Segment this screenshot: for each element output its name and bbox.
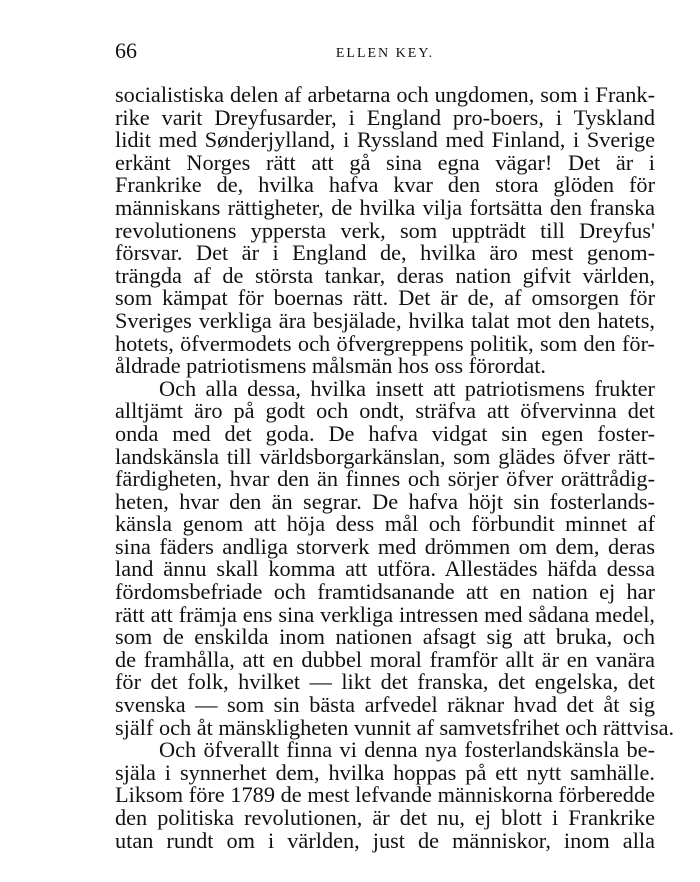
paragraph-3 <box>115 739 655 852</box>
text-line: människans rättigheter, de hvilka vilja fortsätta den franska <box>115 194 655 220</box>
text-line: fördomsbefriade och framtidsanande att en nation ej har <box>115 579 655 605</box>
paragraph-2 <box>115 375 675 740</box>
text-line: för det folk, hvilket — likt det franska, det engelska, det <box>115 669 655 695</box>
text-line: själa i synnerhet dem, hvilka hoppas på ett nytt samhälle. <box>115 759 655 785</box>
text-line: socialistiska delen af arbetarna och ungdomen, som i Frank- <box>115 82 655 107</box>
text-line: själf och åt mänskligheten vunnit af samvetsfrihet och rättvisa. <box>115 714 675 740</box>
text-line: åldrade patriotismens målsmän hos oss förordat. <box>115 353 546 379</box>
text-line: de framhålla, att en dubbel moral framför allt är en vanära <box>115 646 655 672</box>
text-line: erkänt Norges rätt att gå sina egna vägar! Det är i <box>115 149 655 175</box>
page-header <box>115 38 655 68</box>
text-line: rike varit Dreyfusarder, i England pro-boers, i Tyskland <box>115 104 655 130</box>
text-line: som de enskilda inom nationen afsagt sig att bruka, och <box>115 624 655 650</box>
text-line: känsla genom att höja dess mål och förbundit minnet af <box>115 511 655 537</box>
text-line: heten, hvar den än segrar. De hafva höjt sin fosterlands- <box>115 488 655 514</box>
text-line: svenska — som sin bästa arfvedel räknar hvad det åt sig <box>115 692 655 718</box>
text-line: Liksom före 1789 de mest lefvande människorna förberedde <box>115 782 655 808</box>
text-line: land ännu skall komma att utföra. Allestädes häfda dessa <box>115 556 655 582</box>
text-line: rätt att främja ens sina verkliga intressen med sådana medel, <box>115 601 655 627</box>
text-line: Och öfverallt finna vi denna nya fosterlandskänsla be- <box>159 737 655 763</box>
text-line: Sveriges verkliga ära besjälade, hvilka talat mot den hatets, <box>115 307 655 333</box>
text-line: lidit med Sønderjylland, i Ryssland med Finland, i Sverige <box>115 127 655 153</box>
text-line: utan rundt om i världen, just de människor, inom alla <box>115 827 655 853</box>
running-title: ELLEN KEY. <box>335 46 435 61</box>
text-line: som kämpat för boernas rätt. Det är de, af omsorgen för <box>115 285 655 311</box>
body-text <box>115 82 675 853</box>
text-line: onda med det goda. De hafva vidgat sin egen foster- <box>115 420 655 446</box>
text-line: färdigheten, hvar den än finnes och sörjer öfver orättrådig- <box>115 466 655 492</box>
text-line: trängda af de största tankar, deras nation gifvit världen, <box>115 262 655 288</box>
text-line: landskänsla till världsborgarkänslan, som glädes öfver rätt- <box>115 443 655 469</box>
paragraph-1 <box>115 84 655 378</box>
text-line: Frankrike de, hvilka hafva kvar den stora glöden för <box>115 172 655 198</box>
page-number: 66 <box>115 38 137 63</box>
text-line: hotets, öfvermodets och öfvergreppens politik, som den för- <box>115 330 655 356</box>
text-line: revolutionens yppersta verk, som uppträdt till Dreyfus' <box>115 217 655 243</box>
text-line: alltjämt äro på godt och ondt, sträfva att öfvervinna det <box>115 398 655 424</box>
text-line: den politiska revolutionen, är det nu, ej blott i Frankrike <box>115 805 655 830</box>
text-line: sina fäders andliga storverk med drömmen om dem, deras <box>115 533 655 559</box>
text-line: försvar. Det är i England de, hvilka äro mest genom- <box>115 240 655 266</box>
text-line: Och alla dessa, hvilka insett att patriotismens frukter <box>159 375 655 401</box>
